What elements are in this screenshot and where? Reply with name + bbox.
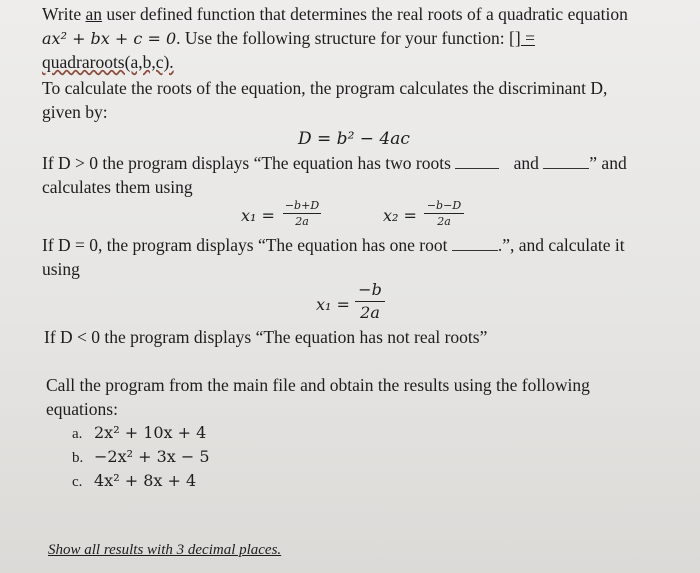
root-blank-2 bbox=[543, 154, 589, 169]
x2-fraction bbox=[424, 199, 464, 228]
case-positive-line-1 bbox=[42, 152, 627, 174]
x2-fraction-bar bbox=[424, 213, 464, 214]
x1-fraction bbox=[283, 199, 321, 228]
equation-marker: b. bbox=[72, 450, 84, 466]
intro-word-write: Write bbox=[42, 4, 86, 24]
equation-list bbox=[72, 423, 210, 495]
single-root-label: x₁ = bbox=[316, 295, 350, 314]
case-zero-line-1 bbox=[42, 234, 625, 256]
case-zero-text: If D = 0, the program displays “The equation has one root bbox=[42, 235, 448, 255]
intro-line-2 bbox=[42, 27, 535, 50]
case-zero-end: .”, and calculate it bbox=[497, 235, 625, 255]
intro-line-2-text: . Use the following structure for your function: bbox=[176, 28, 510, 48]
single-root-fraction bbox=[355, 280, 385, 323]
equation-item-a bbox=[72, 423, 210, 447]
single-root-denominator: 2a bbox=[360, 303, 380, 322]
x1-label: x₁ = bbox=[241, 206, 275, 225]
equation-expression: 2x² + 10x + 4 bbox=[94, 423, 207, 442]
one-root-blank bbox=[452, 236, 498, 251]
equation-marker: c. bbox=[72, 474, 83, 490]
function-call: quadraroots(a,b,c). bbox=[42, 52, 174, 72]
x2-numerator: −b−D bbox=[426, 199, 462, 212]
case-zero-line-2: using bbox=[42, 259, 80, 279]
intro-line-3 bbox=[42, 51, 174, 73]
single-root-fraction-bar bbox=[355, 301, 385, 302]
calc-line-2: given by: bbox=[42, 102, 108, 122]
equation-expression: −2x² + 3x − 5 bbox=[94, 447, 210, 466]
x2-denominator: 2a bbox=[437, 215, 451, 228]
x1-denominator: 2a bbox=[295, 215, 309, 228]
case-positive-and: and bbox=[513, 153, 539, 173]
equation-item-c bbox=[72, 471, 210, 495]
case-positive-text: If D > 0 the program displays “The equation has two roots bbox=[42, 153, 451, 173]
case-negative-line: If D < 0 the program displays “The equation has not real roots” bbox=[44, 327, 488, 347]
x1-numerator: −b+D bbox=[284, 199, 320, 212]
call-line-2: equations: bbox=[46, 399, 118, 419]
equation-marker: a. bbox=[72, 426, 83, 442]
case-positive-end: ” and bbox=[589, 153, 627, 173]
case-positive-line-2: calculates them using bbox=[42, 177, 193, 197]
x2-label: x₂ = bbox=[383, 206, 417, 225]
calc-line-1: To calculate the roots of the equation, the program calculates the discriminant D, bbox=[42, 78, 608, 98]
call-line-1: Call the program from the main file and obtain the results using the following bbox=[46, 375, 590, 395]
quadratic-equation: ax² + bx + c = 0 bbox=[42, 29, 177, 48]
intro-underlined-word: an bbox=[85, 4, 103, 24]
intro-line-1 bbox=[42, 3, 628, 25]
root-blank-1 bbox=[455, 154, 499, 169]
x1-fraction-bar bbox=[283, 213, 321, 214]
decimal-places-note: Show all results with 3 decimal places. bbox=[48, 542, 282, 558]
equation-expression: 4x² + 8x + 4 bbox=[94, 471, 197, 490]
discriminant-formula: D = b² − 4ac bbox=[298, 129, 410, 149]
single-root-numerator: −b bbox=[358, 280, 382, 299]
equation-item-b bbox=[72, 447, 210, 471]
output-bracket: [] = bbox=[509, 28, 535, 48]
intro-rest: user defined function that determines the real roots of a quadratic equation bbox=[102, 4, 628, 24]
